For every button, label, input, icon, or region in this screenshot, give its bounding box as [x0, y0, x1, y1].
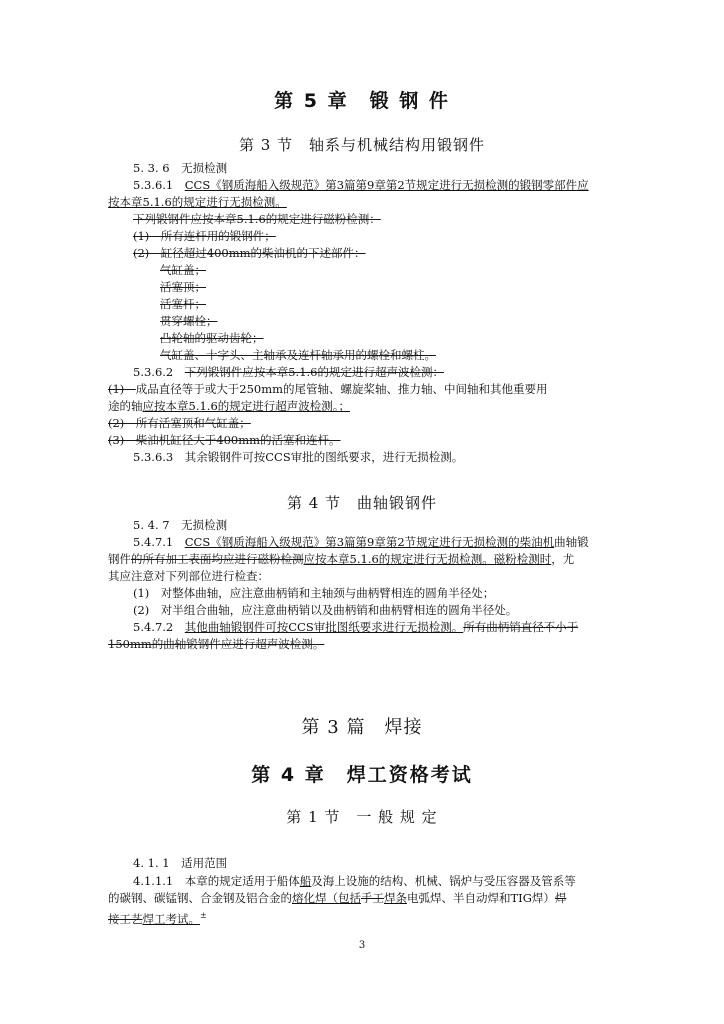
deleted-line: 贯穿螺栓；: [160, 314, 218, 328]
paragraph-line: 其应注意对下列部位进行检查：: [108, 569, 269, 583]
chapter-4-title: 第 4 章 焊工资格考试: [251, 764, 473, 786]
paragraph-line: 钢件的所有加工表面均应进行磁粉检测应按本章5.1.6的规定进行无损检测。磁粉检测时，尤: [108, 552, 575, 566]
paragraph-line: 5.3.6.2 下列锻钢件应按本章5.1.6的规定进行超声波检测：: [133, 365, 444, 379]
deleted-line: (3) 柴油机缸径大于400mm的活塞和连杆。: [108, 433, 341, 447]
deleted-line: 下列锻钢件应按本章5.1.6的规定进行磁粉检测：: [133, 212, 381, 226]
deleted-line: 凸轮轴的驱动齿轮；: [160, 331, 264, 345]
deleted-line: 活塞顶；: [160, 280, 206, 294]
paragraph-line: 5.4.7.1 CCS《钢质海船入级规范》第3篇第9章第2节规定进行无损检测的柴油机曲轴锻: [133, 535, 589, 549]
deleted-line: (2) 所有活塞顶和气缸盖；: [108, 416, 251, 430]
clause-heading: 5. 3. 6 无损检测: [133, 161, 228, 175]
deleted-line: 150mm的曲轴锻钢件应进行超声波检测。: [108, 637, 325, 651]
section-4-title: 第 4 节 曲轴锻钢件: [286, 494, 438, 512]
paragraph-line: 5.4.7.2 其他曲轴锻钢件可按CCS审批图纸要求进行无损检测。所有曲柄销直径不小于: [133, 620, 579, 634]
paragraph-line: 4.1.1.1 本章的规定适用于船体船及海上设施的结构、机械、锅炉与受压容器及管系等: [133, 874, 576, 888]
deleted-line: 活塞杆；: [160, 297, 206, 311]
paragraph-line: 按本章5.1.6的规定进行无损检测。: [108, 195, 287, 209]
deleted-line: (2) 缸径超过400mm的柴油机的下述部件：: [133, 246, 366, 260]
list-item: (2) 对半组合曲轴，应注意曲柄销以及曲柄销和曲柄臂相连的圆角半径处。: [133, 603, 518, 617]
deleted-line: 气缸盖、十字头、主轴承及连杆轴承用的螺栓和螺柱。: [160, 348, 436, 362]
deleted-line: 气缸盖；: [160, 263, 206, 277]
clause-heading: 5. 4. 7 无损检测: [133, 518, 228, 532]
paragraph-line: 的碳钢、碳锰钢、合金钢及铝合金的熔化焊（包括手工焊条电弧焊、半自动焊和TIG焊）焊: [108, 891, 567, 905]
paragraph-line: 途的轴应按本章5.1.6的规定进行超声波检测。；: [108, 399, 351, 413]
paragraph-line: 5.3.6.1 CCS《钢质海船入级规范》第3篇第9章第2节规定进行无损检测的锻钢零部件应: [133, 178, 589, 192]
part-3-title: 第 3 篇 焊接: [301, 717, 423, 738]
chapter-5-title: 第 5 章 锻 钢 件: [274, 90, 450, 112]
list-item: (1) 对整体曲轴，应注意曲柄销和主轴颈与曲柄臂相连的圆角半径处；: [133, 586, 495, 600]
paragraph-line: 接工艺焊工考试。±: [108, 911, 207, 926]
deleted-line: (1) 所有连杆用的锻钢件；: [133, 229, 276, 243]
paragraph-line: 5.3.6.3 其余锻钢件可按CCS审批的图纸要求，进行无损检测。: [133, 450, 464, 464]
paragraph-line: (1) 成品直径等于或大于250mm的尾管轴、螺旋桨轴、推力轴、中间轴和其他重要用: [108, 382, 548, 396]
section-1-title: 第 1 节 一 般 规 定: [286, 808, 438, 826]
clause-heading: 4. 1. 1 适用范围: [133, 856, 228, 870]
page-number: 3: [358, 940, 366, 951]
section-3-title: 第 3 节 轴系与机械结构用锻钢件: [238, 136, 486, 154]
